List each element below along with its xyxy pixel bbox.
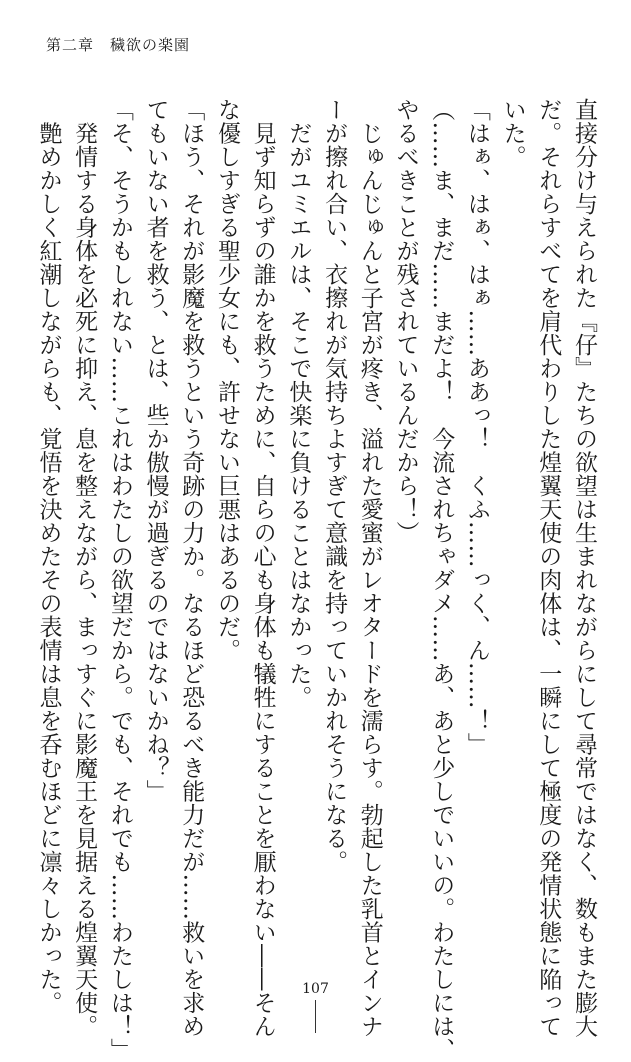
text-line-11: な優しすぎる聖少女にも、許せない巨悪はあるのだ。	[213, 98, 240, 662]
text-line-13: てもいない者を救う、とは、些か傲慢が過ぎるのではないかね？」	[142, 98, 169, 803]
text-line-6: やるべきことが残されているんだから！）	[392, 98, 419, 545]
text-line-1: 直接分け与えられた『仔』たちの欲望は生まれながらにして尋常ではなく、数もまた膨大	[571, 98, 597, 1038]
text-line-15: 発情する身体を必死に抑え、息を整えながら、まっすぐに影魔王を見据える煌翼天使。	[71, 98, 98, 1038]
text-line-16: 艶めかしく紅潮しながらも、覚悟を決めたその表情は息を呑むほどに凛々しかった。	[35, 98, 62, 1015]
text-line-9: だがユミエルは、そこで快楽に負けることはなかった。	[285, 98, 312, 709]
text-line-7: じゅんじゅんと子宮が疼き、溢れた愛蜜がレオタードを濡らす。勃起した乳首とインナ	[356, 98, 383, 1038]
text-line-2: だ。それらすべてを肩代わりした煌翼天使の肉体は、一瞬にして極度の発情状態に陥って	[535, 98, 562, 1038]
page-number: 107	[302, 981, 329, 997]
text-line-5: （……ま、まだ……まだよ！ 今流されちゃダメ……あ、あと少しでいいの。わたしには、	[428, 98, 455, 1062]
text-line-14: 「そ、そうかもしれない……これはわたしの欲望だから。でも、それでも……わたしは！」	[106, 98, 133, 1062]
text-line-12: 「ほう、それが影魔を救うという奇跡の力か。なるほど恐るべき能力だが……救いを求め	[178, 98, 205, 1038]
text-line-4: 「はぁ、はぁ、はぁ……ああっ！ くふ……っく、ん……！」	[463, 98, 490, 756]
text-line-8: ーが擦れ合い、衣擦れが気持ちよすぎて意識を持っていかれそうになる。	[321, 98, 348, 874]
chapter-header: 第二章 穢欲の楽園	[46, 36, 191, 54]
text-line-10: 見ず知らずの誰かを救うために、自らの心も身体も犠牲にすることを厭わない――そん	[249, 98, 276, 1038]
text-line-3: いた。	[499, 98, 526, 169]
page-number-rule	[315, 1000, 316, 1033]
